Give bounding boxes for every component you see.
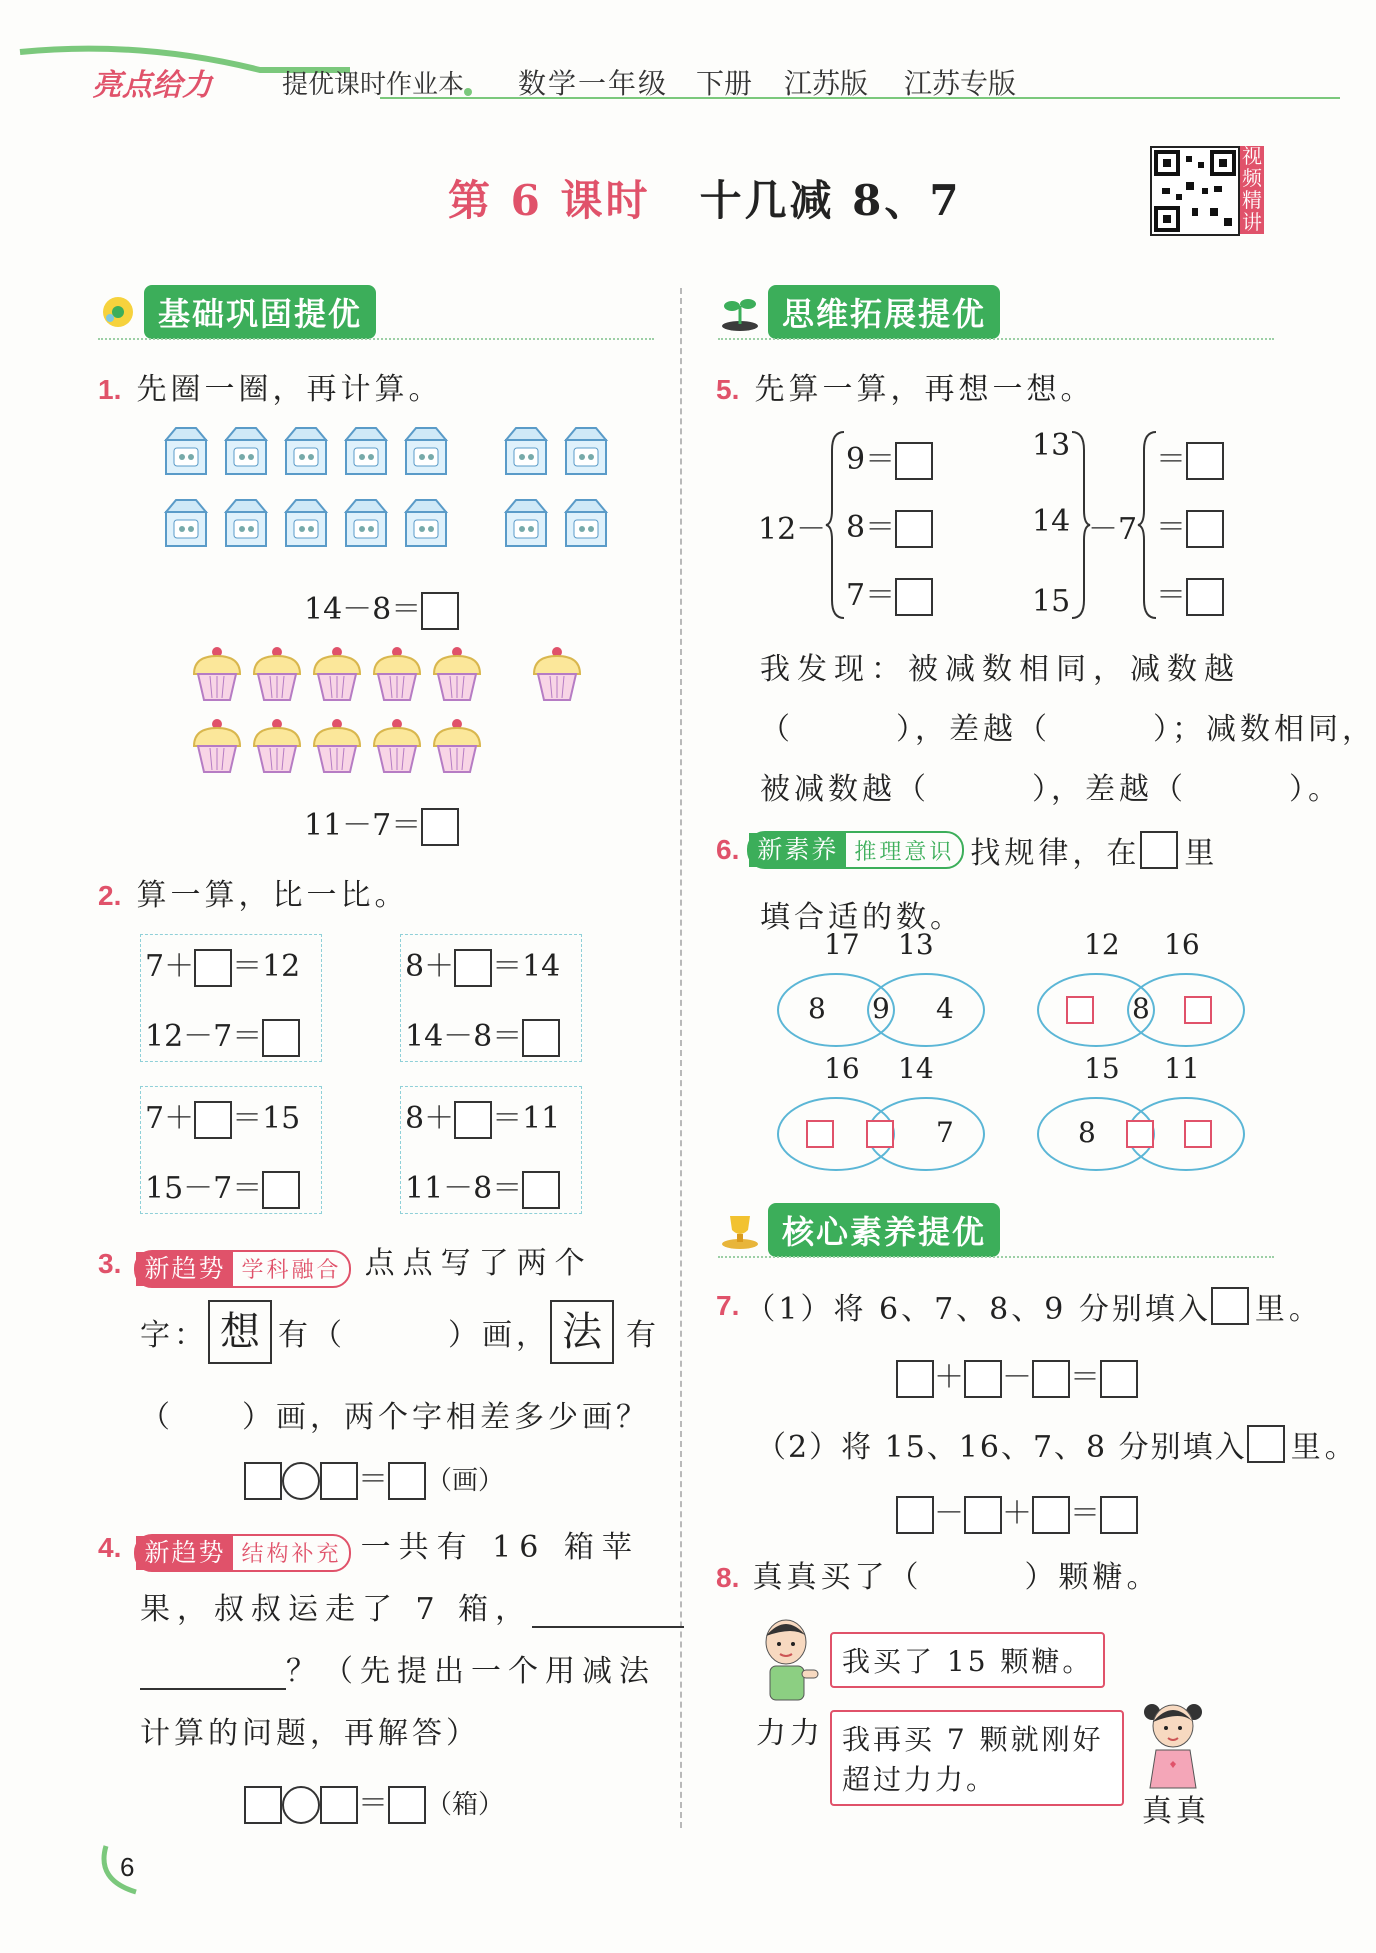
cupcake-icon: [310, 644, 364, 702]
milk-carton-icon: [500, 424, 550, 476]
answer-box[interactable]: [1066, 996, 1094, 1024]
left-brace-icon: [826, 430, 848, 620]
cupcake-icon: [310, 716, 364, 774]
qr-code[interactable]: [1150, 146, 1240, 236]
q5-left-minuend: 12－: [758, 512, 827, 547]
q5-right-row-3: ＝: [1156, 570, 1224, 616]
answer-box[interactable]: [1100, 1360, 1138, 1398]
milk-carton-group: [160, 424, 620, 564]
q4-line3: ？（先提出一个用减法: [140, 1646, 656, 1690]
cupcake-icon: [430, 644, 484, 702]
answer-box[interactable]: [964, 1496, 1002, 1534]
q5-right-minuend-2: 14: [1032, 504, 1071, 539]
q4-line2: 果，叔叔运走了 7 箱，: [140, 1584, 684, 1628]
q1-equation-1: 14－8＝: [304, 584, 459, 630]
operator-circle[interactable]: [282, 1462, 320, 1500]
milk-carton-icon: [160, 424, 210, 476]
q2-prompt: 2. 算一算，比一比。: [98, 878, 409, 913]
edition: 江苏版: [784, 68, 869, 99]
milk-carton-icon: [340, 424, 390, 476]
q7-equation-1: ＋ － ＝: [896, 1352, 1138, 1398]
cupcake-icon: [190, 716, 244, 774]
answer-box[interactable]: [964, 1360, 1002, 1398]
answer-box[interactable]: [895, 442, 933, 480]
answer-box[interactable]: [262, 1171, 300, 1209]
answer-box[interactable]: [421, 808, 459, 846]
q5-right-row-1: ＝: [1156, 434, 1224, 480]
q1-prompt: 1. 先圈一圈，再计算。: [98, 372, 443, 407]
cupcake-icon: [250, 716, 304, 774]
speech-bubble-boy: 我买了 15 颗糖。: [830, 1632, 1105, 1688]
answer-box[interactable]: [866, 1120, 894, 1148]
q2-group-4: 8＋ ＝11 11－8＝: [400, 1086, 582, 1214]
answer-box[interactable]: [421, 592, 459, 630]
literacy-badge: 新素养 推理意识: [747, 831, 964, 869]
boy-name: 力力: [756, 1716, 824, 1751]
subject: 数学一年级: [518, 68, 669, 99]
milk-carton-icon: [400, 496, 450, 548]
gear-icon: [98, 292, 138, 332]
right-brace-icon: [1068, 430, 1090, 620]
answer-box[interactable]: [522, 1171, 560, 1209]
answer-box-sample: [1140, 831, 1178, 869]
q5-finding-2: （ ），差越（ ）；减数相同，: [760, 712, 1376, 747]
cupcake-icon: [530, 644, 584, 702]
q6-prompt: 6. 新素养 推理意识 找规律，在 里: [716, 828, 1218, 872]
cupcake-icon: [250, 644, 304, 702]
milk-carton-icon: [560, 496, 610, 548]
answer-box[interactable]: [806, 1120, 834, 1148]
cupcake-icon: [370, 716, 424, 774]
brand-logo: 亮点给力: [92, 69, 212, 102]
answer-box[interactable]: [262, 1019, 300, 1057]
milk-carton-icon: [160, 496, 210, 548]
answer-box[interactable]: [388, 1786, 426, 1824]
answer-box[interactable]: [1184, 996, 1212, 1024]
q3-line2: 字： 想 有（ ）画， 法 有: [140, 1300, 660, 1364]
character-fa: 法: [550, 1300, 614, 1364]
cupcake-icon: [370, 644, 424, 702]
q3-equation: ＝ （画）: [244, 1454, 504, 1500]
q5-right-minuend-1: 13: [1032, 428, 1071, 463]
q4-line4: 计算的问题，再解答）: [140, 1716, 480, 1751]
milk-carton-icon: [220, 424, 270, 476]
q5-left-row-1: 9＝: [846, 434, 933, 480]
milk-carton-icon: [560, 424, 610, 476]
answer-box[interactable]: [1126, 1120, 1154, 1148]
answer-box[interactable]: [1032, 1496, 1070, 1534]
header-bar: [20, 40, 1340, 100]
q5-right-subtrahend: －7: [1088, 512, 1138, 547]
q5-finding-3: 被减数越（ ），差越（ ）。: [760, 772, 1342, 807]
character-xiang: 想: [208, 1300, 272, 1364]
answer-box[interactable]: [388, 1462, 426, 1500]
q5-left-row-3: 7＝: [846, 570, 933, 616]
answer-box[interactable]: [1032, 1360, 1070, 1398]
answer-box[interactable]: [320, 1462, 358, 1500]
cupcake-icon: [430, 716, 484, 774]
q2-group-2: 8＋ ＝14 14－8＝: [400, 934, 582, 1062]
q1-equation-2: 11－7＝: [304, 800, 459, 846]
page-number: 6: [120, 1852, 135, 1882]
page-title: [448, 168, 962, 228]
girl-zhenzhen-icon: [1138, 1698, 1208, 1794]
q6-line2: 填合适的数。: [760, 900, 964, 935]
q5-left-row-2: 8＝: [846, 502, 933, 548]
lesson-topic: 十几减 8、7: [699, 176, 962, 225]
venn-2: 12 16 8: [1036, 950, 1246, 1030]
answer-box[interactable]: [194, 1101, 232, 1139]
volume: 下册: [696, 68, 753, 99]
operator-circle[interactable]: [282, 1786, 320, 1824]
answer-box[interactable]: [895, 510, 933, 548]
answer-box[interactable]: [896, 1496, 934, 1534]
answer-box[interactable]: [194, 949, 232, 987]
sprout-icon: [718, 292, 762, 332]
qr-label: 视频精讲: [1242, 146, 1262, 234]
question-blank[interactable]: [532, 1596, 684, 1628]
q5-prompt: 5. 先算一算，再想一想。: [716, 372, 1095, 407]
milk-carton-icon: [280, 424, 330, 476]
boy-lili-icon: [754, 1616, 824, 1712]
header-swoosh: [20, 40, 1340, 100]
answer-box[interactable]: [895, 578, 933, 616]
answer-box[interactable]: [1184, 1120, 1212, 1148]
lesson-number: 第 6 课时: [448, 176, 651, 225]
q4-prompt: 4. 新趋势 结构补充 一共有 16 箱苹: [98, 1522, 640, 1572]
answer-box[interactable]: [522, 1019, 560, 1057]
answer-box[interactable]: [320, 1786, 358, 1824]
answer-box-sample: [1211, 1287, 1249, 1325]
q2-group-1: 7＋ ＝12 12－7＝: [140, 934, 322, 1062]
milk-carton-icon: [400, 424, 450, 476]
answer-box[interactable]: [1186, 578, 1224, 616]
qr-pattern-icon: [1152, 148, 1238, 234]
section-core: 核心素养提优: [718, 1206, 1274, 1254]
q7-equation-2: － ＋ ＝: [896, 1488, 1138, 1534]
answer-box[interactable]: [1186, 442, 1224, 480]
answer-box[interactable]: [454, 1101, 492, 1139]
q4-equation: ＝ （箱）: [244, 1778, 504, 1824]
question-blank[interactable]: [140, 1658, 286, 1690]
q3-prompt: 3. 新趋势 学科融合 点点写了两个: [98, 1238, 593, 1288]
trophy-icon: [718, 1210, 762, 1250]
q3-line3: （ ）画，两个字相差多少画？: [140, 1400, 650, 1435]
answer-box[interactable]: [244, 1786, 282, 1824]
answer-box-sample: [1247, 1425, 1285, 1463]
trend-badge: 新趋势 学科融合: [134, 1250, 351, 1288]
special-edition: 江苏专版: [904, 68, 1017, 99]
section-thinking: 思维拓展提优: [718, 288, 1274, 336]
answer-box[interactable]: [454, 949, 492, 987]
section-basic: 基础巩固提优: [98, 288, 654, 336]
q7-part1: 7. （1）将 6、7、8、9 分别填入 里。: [716, 1284, 1323, 1328]
speech-bubble-girl: 我再买 7 颗就刚好 超过力力。: [830, 1710, 1124, 1806]
trend-badge: 新趋势 结构补充: [134, 1534, 351, 1572]
answer-box[interactable]: [244, 1462, 282, 1500]
girl-name: 真真: [1142, 1794, 1210, 1829]
q8-prompt: 8. 真真买了（ ）颗糖。: [716, 1560, 1161, 1595]
answer-box[interactable]: [1186, 510, 1224, 548]
q5-right-minuend-3: 15: [1032, 584, 1071, 619]
milk-carton-icon: [280, 496, 330, 548]
q2-group-3: 7＋ ＝15 15－7＝: [140, 1086, 322, 1214]
venn-4: 15 11 8: [1036, 1074, 1246, 1154]
venn-3: 16 14 7: [776, 1074, 986, 1154]
answer-box[interactable]: [1100, 1496, 1138, 1534]
venn-1: 17 13 8 9 4: [776, 950, 986, 1030]
answer-box[interactable]: [896, 1360, 934, 1398]
milk-carton-icon: [340, 496, 390, 548]
q7-part2: （2）将 15、16、7、8 分别填入 里。: [756, 1422, 1359, 1466]
q5-finding-1: 我发现：被减数相同，减数越: [760, 652, 1241, 687]
milk-carton-icon: [220, 496, 270, 548]
milk-carton-icon: [500, 496, 550, 548]
q5-right-row-2: ＝: [1156, 502, 1224, 548]
series-name: 提优课时作业本: [282, 69, 465, 99]
cupcake-icon: [190, 644, 244, 702]
cupcake-group: [190, 644, 610, 784]
